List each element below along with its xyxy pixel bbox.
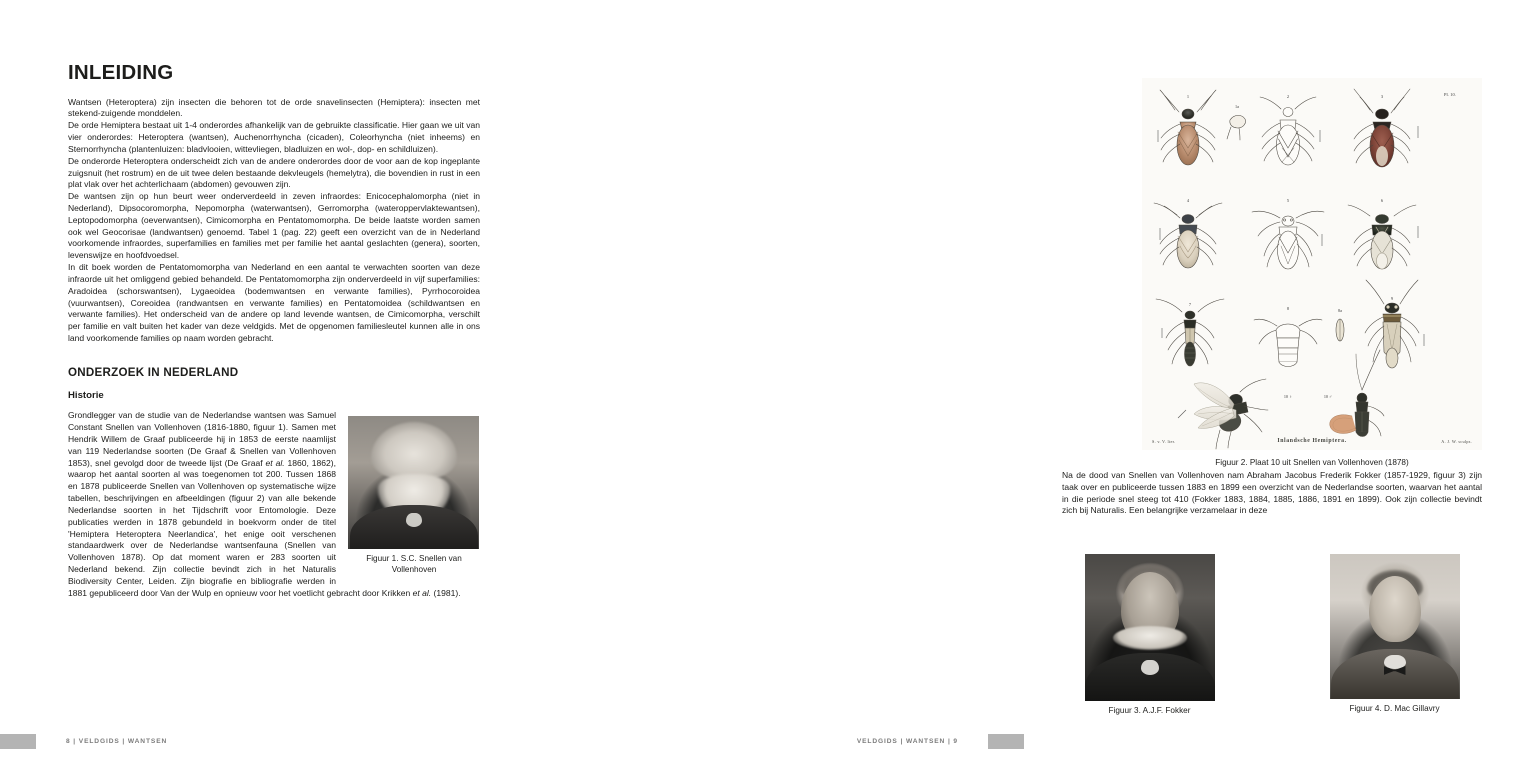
svg-text:1: 1: [1186, 94, 1190, 99]
portrait-image-snellen: [348, 416, 479, 549]
footer-color-swatch: [0, 734, 36, 749]
figure-3-photo: [1085, 554, 1215, 701]
introduction-block: [68, 97, 480, 345]
section-heading-research: ONDERZOEK IN NEDERLAND: [68, 365, 239, 379]
paragraph: In dit boek worden de Pentatomomorpha van Nederland en een aantal te verwachten soorten van deze infraorde uit het omliggend gebied behandeld. De Pentatomomorpha zijn onderverdeeld in vijf superfamilies: Aradoidea (schorswantsen), Lygaeoidea (bodemwantsen en verwante families), Pyrrhocoroidea (vuurwantsen), Coreoidea (randwantsen en verwante families) en Pentatomoidea (schildwantsen en verwante families). Het onderscheid van de andere op land levende wantsen, de Cimicomorpha, verschilt per familie en valt buiten het kader van deze veldgids. Met de opgenomen familiesleutel kunnen alle in ons land voorkomende families op naam worden gebracht.: [68, 262, 480, 344]
svg-text:10 ♂: 10 ♂: [1323, 394, 1333, 399]
figure-2-caption: Figuur 2. Plaat 10 uit Snellen van Vollenhoven (1878): [1215, 458, 1409, 467]
portrait-image-macgillavry: [1330, 554, 1460, 699]
svg-text:6: 6: [1380, 198, 1384, 203]
figure-row-portraits: [1062, 538, 1482, 733]
svg-text:3: 3: [1380, 94, 1384, 99]
figure-3-caption: Figuur 3. A.J.F. Fokker: [1108, 706, 1191, 715]
historie-text-a: Grondlegger van de studie van de Nederlandse wantsen was Samuel Constant Snellen van Vollenhoven (1816-1880, figuur 1). Samen met Hendrik Willem de Graaf publiceerde hij in 1853 de eerste naamlijst van 119 Nederlandse soorten (De Graaf & Snellen van Vollenhoven 1853), snel gevolgd door de tweede lijst (De Graaf: [68, 410, 336, 468]
figure-3: [1085, 554, 1215, 717]
plate-credit-left: S. v. V. lier.: [1152, 439, 1176, 444]
folio-left: 8 | VELDGIDS | WANTSEN: [66, 738, 168, 745]
figure-1-photo: [348, 416, 479, 549]
page-title: INLEIDING: [68, 61, 174, 84]
figure-2-plate-image: [1142, 78, 1482, 450]
page-left: [0, 0, 512, 759]
figure-4-photo: [1330, 554, 1460, 699]
figure-2: [1102, 78, 1522, 469]
portrait-face: [1369, 576, 1421, 642]
figure-4-caption: Figuur 4. D. Mac Gillavry: [1349, 704, 1440, 713]
paragraph: De wantsen zijn op hun beurt weer onderverdeeld in zeven infraordes: Enicocephalomorpha (niet in Nederland), Dipsocoromorpha, Nepomorpha (waterwantsen), Gerromorpha (wateroppervlaktewantsen), Leptopodomorpha (oeverwantsen), Cimicomorpha en Pentatomomorpha. De beide laatste worden samen ook wel Geocorisae (landwantsen) genoemd. Tabel 1 (pag. 22) geeft een overzicht van de in Nederland voorkomende infraordes, superfamilies en families met per familie het aantal geslachten (genera), soorten, levenswijze en hoofdvoedsel.: [68, 191, 480, 261]
svg-text:9: 9: [1390, 296, 1394, 301]
paragraph: Na de dood van Snellen van Vollenhoven nam Abraham Jacobus Frederik Fokker (1857-1929, figuur 3) zijn taak over en publiceerde tussen 1883 en 1899 een overzicht van de Nederlandse soorten, waarvan het aantal in die periode snel steeg tot 410 (Fokker 1883, 1884, 1885, 1886, 1891 en 1899). Ook zijn collectie bevindt zich bij Naturalis. Een belangrijke verzamelaar in deze: [1062, 470, 1482, 516]
svg-text:1a: 1a: [1235, 104, 1239, 109]
footer-right: [512, 724, 1024, 759]
svg-text:7: 7: [1188, 302, 1192, 307]
historie-citation-etal-1: et al.: [265, 457, 285, 468]
svg-text:10 ♀: 10 ♀: [1283, 394, 1293, 399]
plate-credit-right: A. J. W. sculps.: [1441, 439, 1472, 444]
research-section: [68, 367, 480, 600]
paragraph: Wantsen (Heteroptera) zijn insecten die behoren tot de orde snavelinsecten (Hemiptera): insecten met stekend-zuigende monddelen.: [68, 96, 480, 119]
historie-text-b: 1860, 1862), waarop het aantal soorten al was toegenomen tot 200. Tussen 1868 en 1878 publiceerde Snellen van Vollenhoven op systematische wijze tabellen, beschrijvingen en afbeeldingen (figuur 2) van alle bekende Nederlandse soorten in het Tijdschrift voor Entomologie. Deze publicaties werden in 1878 gebundeld in boekvorm onder de titel 'Hemiptera Heteroptera Neerlandica', het enige ooit verschenen standaardwerk over de Nederlandse wantsenfauna (Snellen van Vollenhoven 1878). Op dat moment waren er 283 soorten uit Nederland bekend. Zijn collectie bevindt zich in het Naturalis Biodiversity Center, Leiden. Zijn biografie en bibliografie werden in 1881 gepubliceerd door Van der Wulp en opnieuw voor het voetlicht gebracht door Krikken: [68, 457, 413, 598]
portrait-collar: [406, 513, 422, 527]
plate-title: Inlandsche Hemiptera.: [1277, 438, 1347, 444]
folio-right: VELDGIDS | WANTSEN | 9: [856, 738, 958, 745]
historie-citation-etal-2: et al.: [412, 587, 432, 598]
portrait-moustache: [1113, 626, 1187, 650]
svg-text:4: 4: [1186, 198, 1190, 203]
figure-1: [348, 416, 480, 575]
figure-4: [1330, 554, 1460, 717]
plate-number-label: Pl. 10.: [1443, 92, 1456, 97]
footer-left: [0, 724, 512, 759]
section-heading-historie: Historie: [68, 389, 104, 401]
svg-text:5: 5: [1286, 198, 1290, 203]
svg-text:2: 2: [1286, 94, 1290, 99]
svg-text:8a: 8a: [1338, 308, 1342, 313]
footer-color-swatch: [988, 734, 1024, 749]
portrait-collar: [1384, 655, 1406, 669]
svg-text:8: 8: [1286, 306, 1290, 311]
figure-1-caption: Figuur 1. S.C. Snellen van Vollenhoven: [366, 554, 462, 574]
paragraph: De orde Hemiptera bestaat uit 1-4 onderordes afhankelijk van de gebruikte classificatie. Hier gaan we uit van vier onderordes: Heteroptera (wantsen), Auchenorrhyncha (cicaden), Coleorhyncha (niet inheems) en Sternorrhyncha (plantenluizen: bladvlooien, wittevliegen, bladluizen en wol-, dop- en schildluizen).: [68, 120, 480, 154]
left-page-text-column: [68, 62, 480, 599]
page-right: [512, 0, 1482, 759]
paragraph: De onderorde Heteroptera onderscheidt zich van de andere onderordes door de voor aan de kop ingeplante zuigsnuit (het rostrum) en de uit twee delen bestaande dekvleugels (hemelytra), die bovendien in rust in een plat vlak over het achterlichaam (abdomen) gevouwen zijn.: [68, 155, 480, 190]
right-page-text-column: [1062, 470, 1482, 517]
historie-text-c: (1981).: [431, 587, 461, 598]
portrait-collar: [1141, 660, 1159, 675]
plate-insect-illustrations: [1142, 78, 1482, 450]
portrait-image-fokker: [1085, 554, 1215, 701]
historie-text-wrap: [68, 410, 480, 599]
